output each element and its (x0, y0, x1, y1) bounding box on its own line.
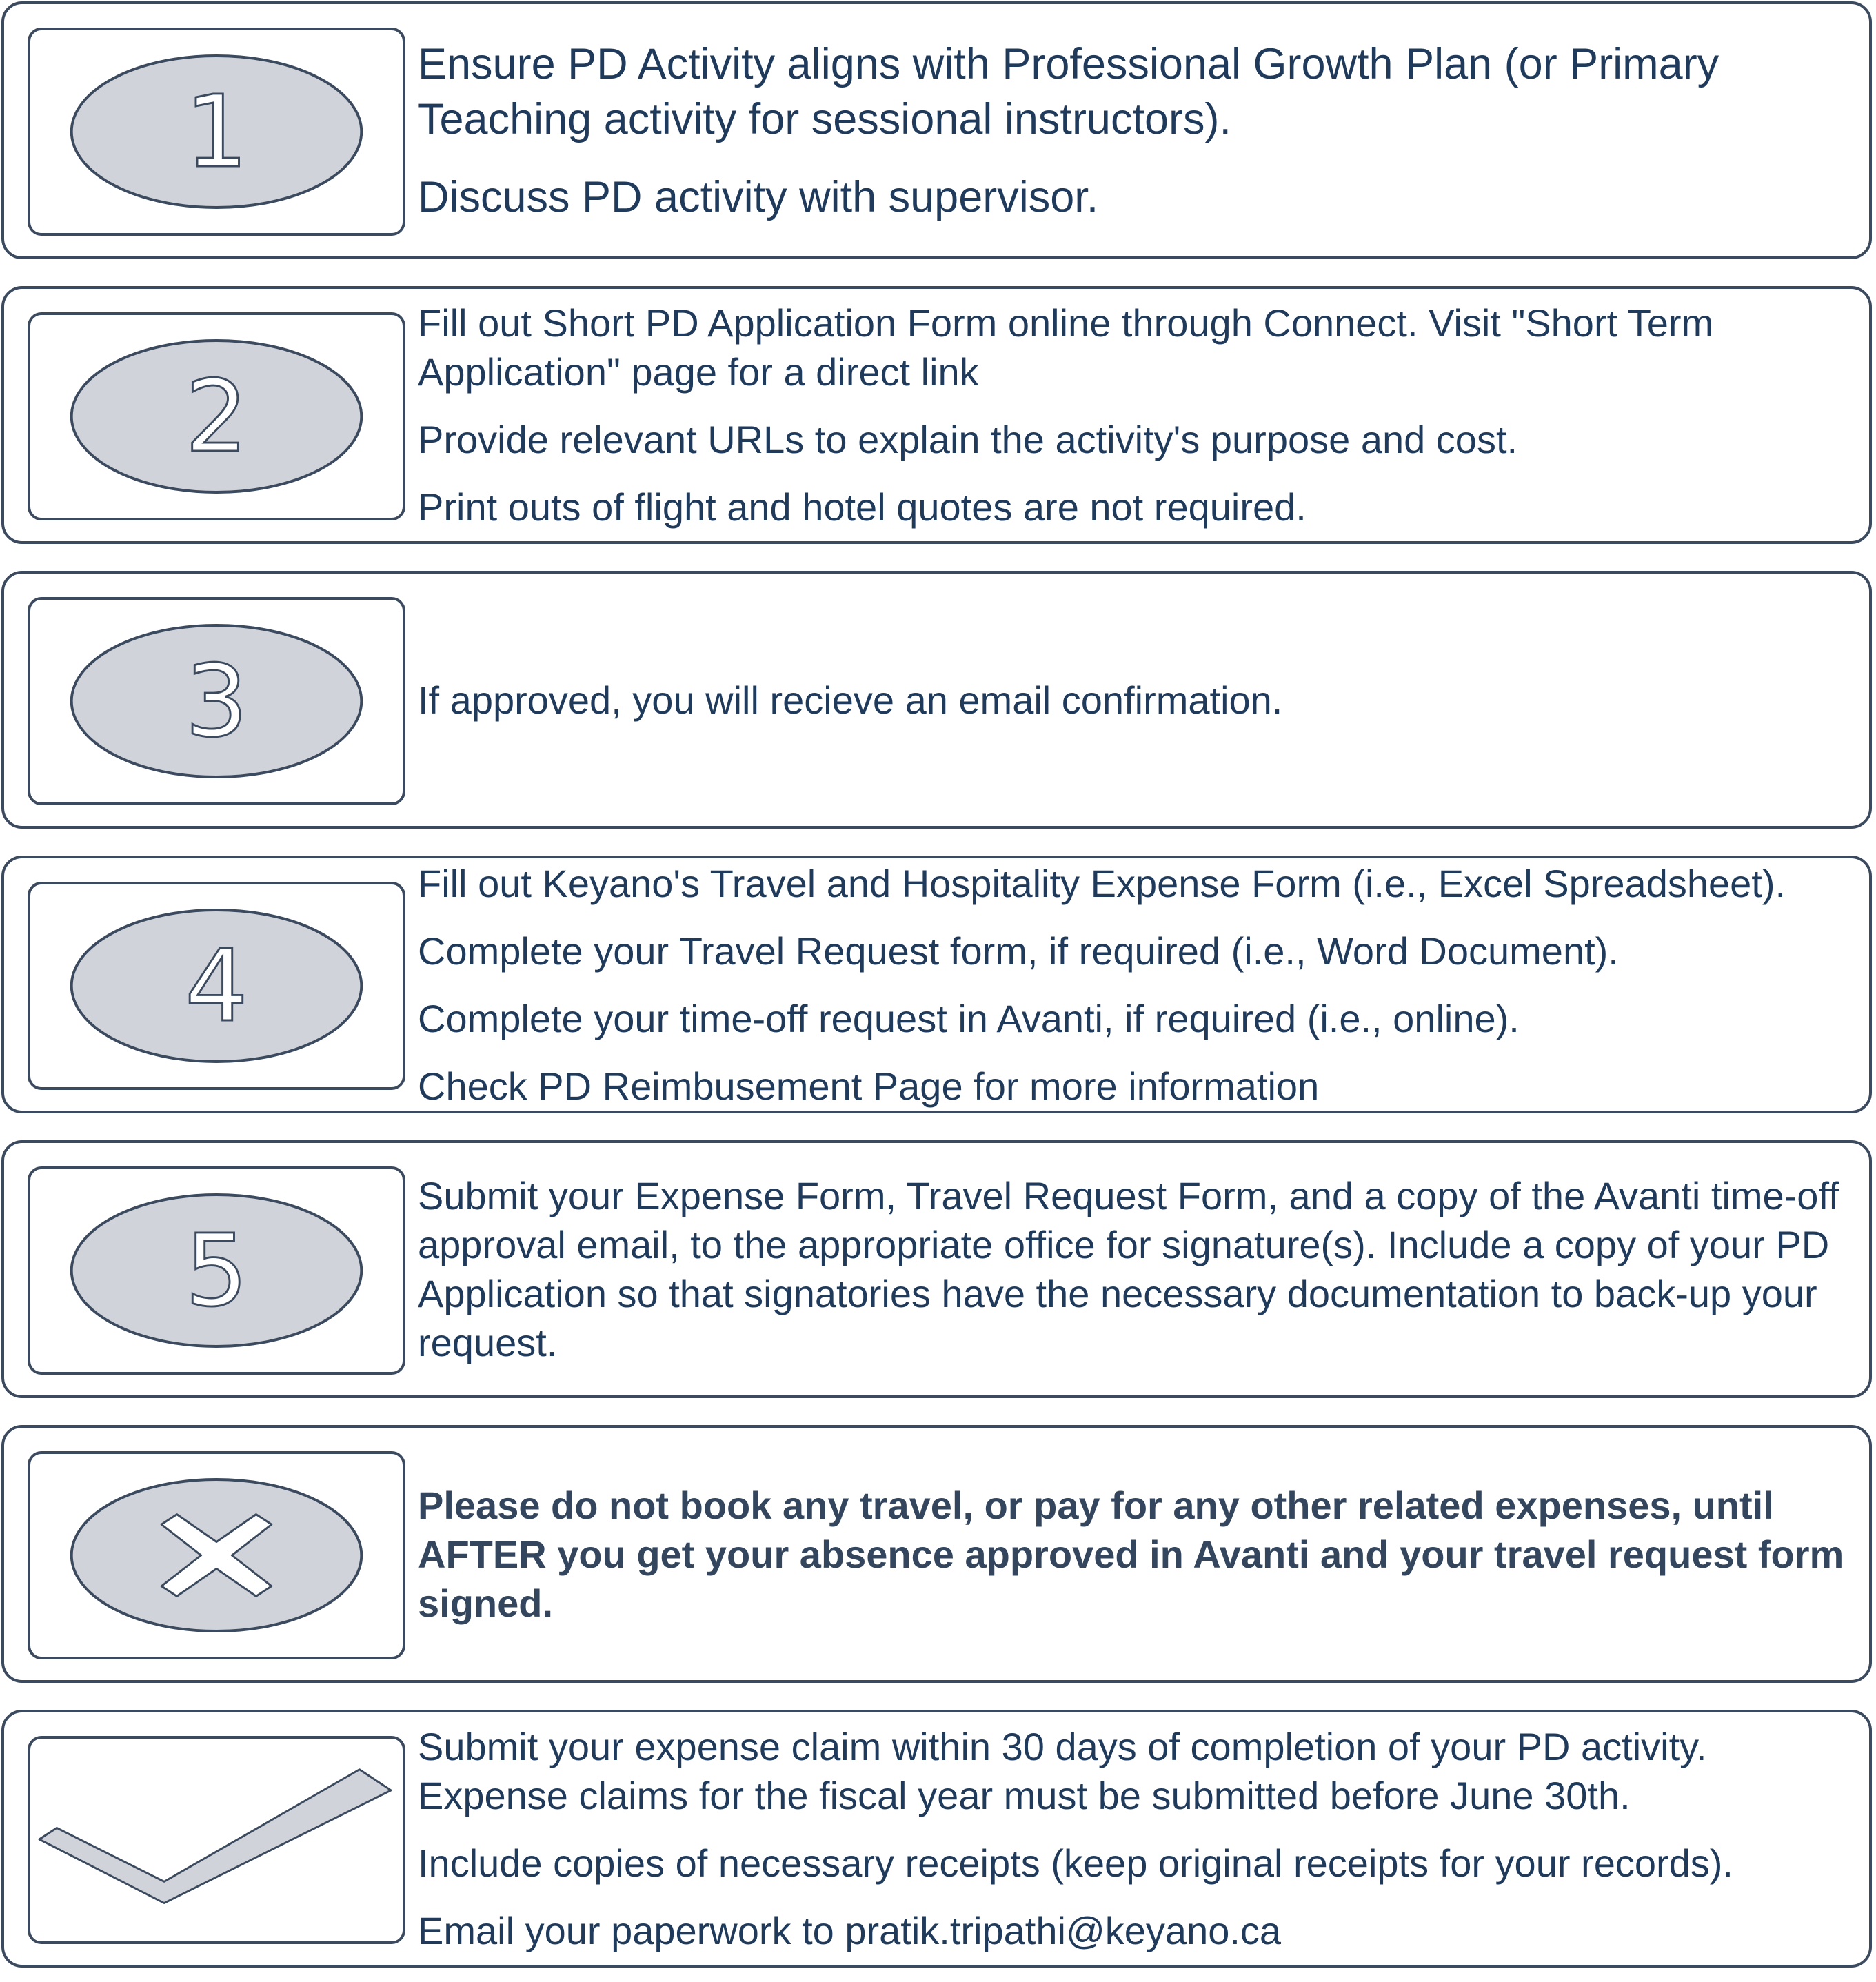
number-three-icon (30, 600, 403, 802)
number-five-icon (30, 1169, 403, 1372)
step-warning (1, 1425, 1872, 1683)
step-5 (1, 1140, 1872, 1398)
step-number: 2 (185, 358, 248, 474)
step-warning-line-1: Please do not book any travel, or pay for any other related expenses, until AFTER you get your absence approved in Avanti and your travel request form signed. (418, 1483, 1844, 1625)
step-warning-badge (28, 1451, 405, 1659)
step-4-line-3: Complete your time-off request in Avanti, if required (i.e., online). (418, 996, 1520, 1040)
step-final-line-3: Email your paperwork to pratik.tripathi@keyano.ca (418, 1909, 1282, 1952)
step-warning-text (418, 1428, 1855, 1680)
step-final-line-2: Include copies of necessary receipts (keep original receipts for your records). (418, 1841, 1733, 1885)
number-two-icon (30, 315, 403, 518)
step-1-line-2: Discuss PD activity with supervisor. (418, 172, 1099, 221)
step-number: 5 (185, 1213, 248, 1328)
step-1-line-1: Ensure PD Activity aligns with Professional Growth Plan (or Primary Teaching activity for sessional instructors). (418, 39, 1719, 143)
step-5-badge (28, 1166, 405, 1375)
step-3 (1, 571, 1872, 829)
step-1 (1, 1, 1872, 259)
step-4-line-4: Check PD Reimbusement Page for more information (418, 1064, 1320, 1108)
step-final-line-1: Submit your expense claim within 30 days of completion of your PD activity. Expense claims for the fiscal year must be submitted before June 30th. (418, 1725, 1707, 1817)
step-2 (1, 286, 1872, 544)
step-2-text (418, 289, 1855, 541)
step-4-text (418, 858, 1855, 1111)
step-1-badge (28, 28, 405, 236)
step-3-line-1: If approved, you will recieve an email confirmation. (418, 678, 1283, 722)
step-2-badge (28, 312, 405, 520)
number-one-icon (30, 30, 403, 233)
checkmark-icon (30, 1739, 403, 1941)
step-4-line-2: Complete your Travel Request form, if required (i.e., Word Document). (418, 929, 1619, 973)
step-2-line-3: Print outs of flight and hotel quotes are not required. (418, 485, 1307, 529)
step-number: 3 (185, 643, 248, 759)
step-4-line-1: Fill out Keyano's Travel and Hospitality Expense Form (i.e., Excel Spreadsheet). (418, 861, 1786, 905)
step-2-line-2: Provide relevant URLs to explain the activity's purpose and cost. (418, 418, 1518, 461)
step-2-line-1: Fill out Short PD Application Form online through Connect. Visit "Short Term Application" page for a direct link (418, 301, 1714, 394)
step-number: 1 (185, 74, 248, 190)
step-4 (1, 856, 1872, 1113)
step-final-text (418, 1712, 1855, 1965)
step-number: 4 (185, 928, 248, 1044)
number-four-icon (30, 884, 403, 1087)
step-final (1, 1710, 1872, 1968)
step-1-text (418, 4, 1855, 256)
step-3-badge (28, 597, 405, 805)
step-4-badge (28, 882, 405, 1090)
step-5-text (418, 1143, 1855, 1395)
step-3-text (418, 574, 1855, 826)
step-5-line-1: Submit your Expense Form, Travel Request Form, and a copy of the Avanti time-off approval email, to the appropriate office for signature(s). Include a copy of your PD Application so that signatories have the necessary documentation to back-up your request. (418, 1174, 1839, 1364)
step-final-badge (28, 1736, 405, 1944)
x-mark-icon (30, 1454, 403, 1657)
